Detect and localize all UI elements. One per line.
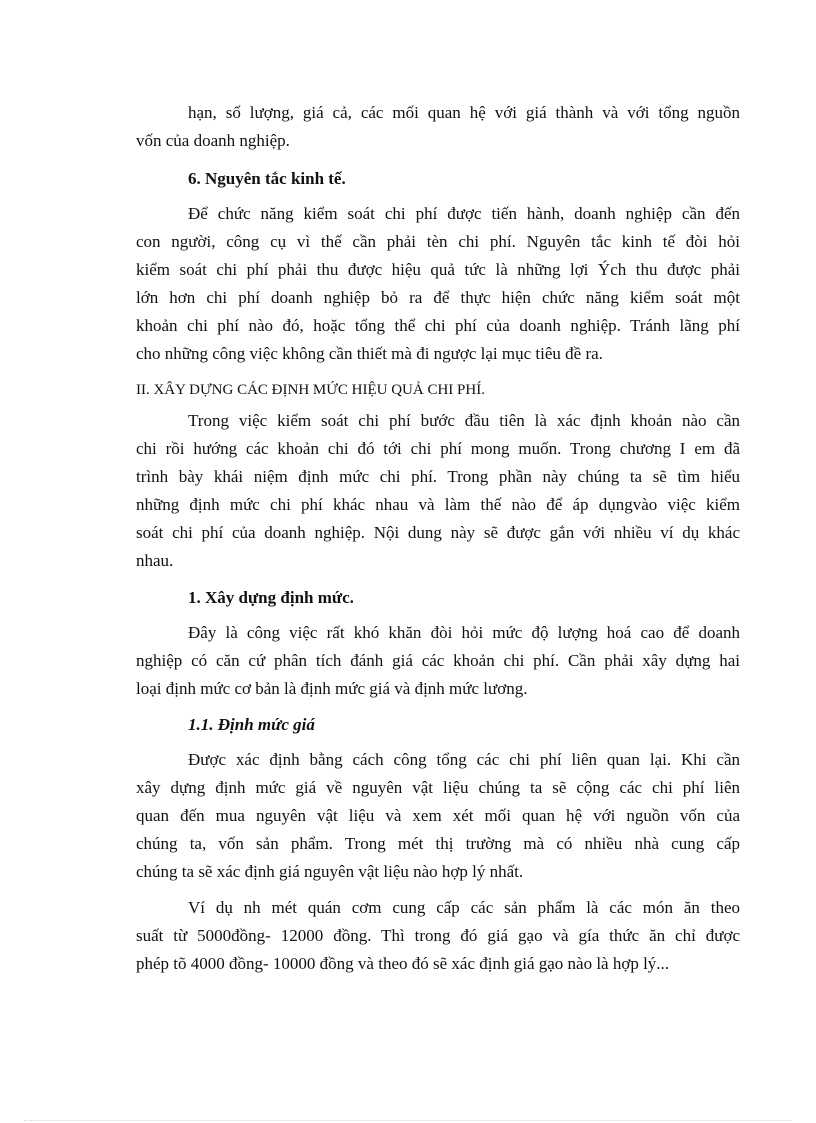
heading-nguyen-tac-kinh-te: 6. Nguyên tắc kinh tế. — [188, 169, 346, 188]
paragraph-kiem-soat — [136, 407, 740, 575]
text-line: soát chi phí của doanh nghiệp. Nội dung này sẽ được gắn với nhiều ví dụ khác — [136, 523, 740, 542]
text-line: xây dựng định mức giá về nguyên vật liệu chúng ta sẽ cộng các chi phí liên — [136, 778, 740, 797]
text-line: lớn hơn chi phí doanh nghiệp bỏ ra để thực hiện chức năng kiểm soát một — [136, 288, 740, 307]
text-line: vốn của doanh nghiệp. — [136, 131, 290, 150]
text-line: quan đến mua nguyên vật liệu và xem xét mối quan hệ với nguồn vốn của — [136, 806, 740, 825]
text-line: hạn, số lượng, giá cả, các mối quan hệ với giá thành và với tổng nguồn — [188, 103, 740, 122]
paragraph-dinh-muc — [136, 619, 740, 703]
paragraph-dinh-muc-gia — [136, 746, 740, 886]
text-line: khoản chi phí nào đó, hoặc tổng thể chi phí của doanh nghiệp. Tránh lãng phí — [136, 316, 740, 335]
text-line: nghiệp có căn cứ phân tích đánh giá các khoản chi phí. Cần phải xây dựng hai — [136, 651, 740, 670]
text-line: cho những công việc không cần thiết mà đi ngược lại mục tiêu đề ra. — [136, 344, 603, 363]
paragraph-nguyen-tac — [136, 200, 740, 368]
text-line: suất từ 5000đồng- 12000 đồng. Thì trong đó giá gạo và gía thức ăn chỉ được — [136, 926, 740, 945]
page-bottom-rule — [24, 1120, 792, 1121]
text-line: chi rồi hướng các khoản chi đó tới chi phí mong muốn. Trong chương I em đã — [136, 439, 740, 458]
text-line: chúng ta sẽ xác định giá nguyên vật liệu nào hợp lý nhất. — [136, 862, 524, 881]
section-heading-ii: II. XÂY DỰNG CÁC ĐỊNH MỨC HIỆU QUẢ CHI PHÍ. — [136, 382, 485, 398]
text-line: Trong việc kiểm soát chi phí bước đầu tiên là xác định khoản nào cần — [188, 411, 740, 430]
text-line: Ví dụ nh mét quán cơm cung cấp các sản phẩm là các món ăn theo — [188, 898, 740, 917]
text-line: những định mức chi phí khác nhau và làm thế nào để áp dụngvào việc kiểm — [136, 495, 740, 514]
heading-dinh-muc-gia: 1.1. Định mức giá — [188, 715, 315, 734]
paragraph-continuation — [136, 99, 740, 155]
text-line: chúng ta, vốn sản phẩm. Trong mét thị trường mà có nhiều nhà cung cấp — [136, 834, 740, 853]
text-line: phép tõ 4000 đồng- 10000 đồng và theo đó sẽ xác định giá gạo nào là hợp lý... — [136, 954, 670, 973]
text-line: trình bày khái niệm định mức chi phí. Trong phần này chúng ta sẽ tìm hiểu — [136, 467, 740, 486]
text-line: Được xác định bằng cách công tổng các chi phí liên quan lại. Khi cần — [188, 750, 740, 769]
text-line: loại định mức cơ bản là định mức giá và định mức lương. — [136, 679, 528, 698]
text-line: nhau. — [136, 551, 174, 570]
heading-xay-dung-dinh-muc: 1. Xây dựng định mức. — [188, 588, 354, 607]
text-line: Đây là công việc rất khó khăn đòi hỏi mức độ lượng hoá cao để doanh — [188, 623, 740, 642]
text-line: Để chức năng kiểm soát chi phí được tiến hành, doanh nghiệp cần đến — [188, 204, 740, 223]
text-line: kiểm soát chi phí phải thu được hiệu quả tức là những lợi Ých thu được phải — [136, 260, 740, 279]
text-line: con người, công cụ vì thế cần phải tèn chi phí. Nguyên tắc kinh tế đòi hỏi — [136, 232, 740, 251]
paragraph-vi-du — [136, 894, 740, 978]
